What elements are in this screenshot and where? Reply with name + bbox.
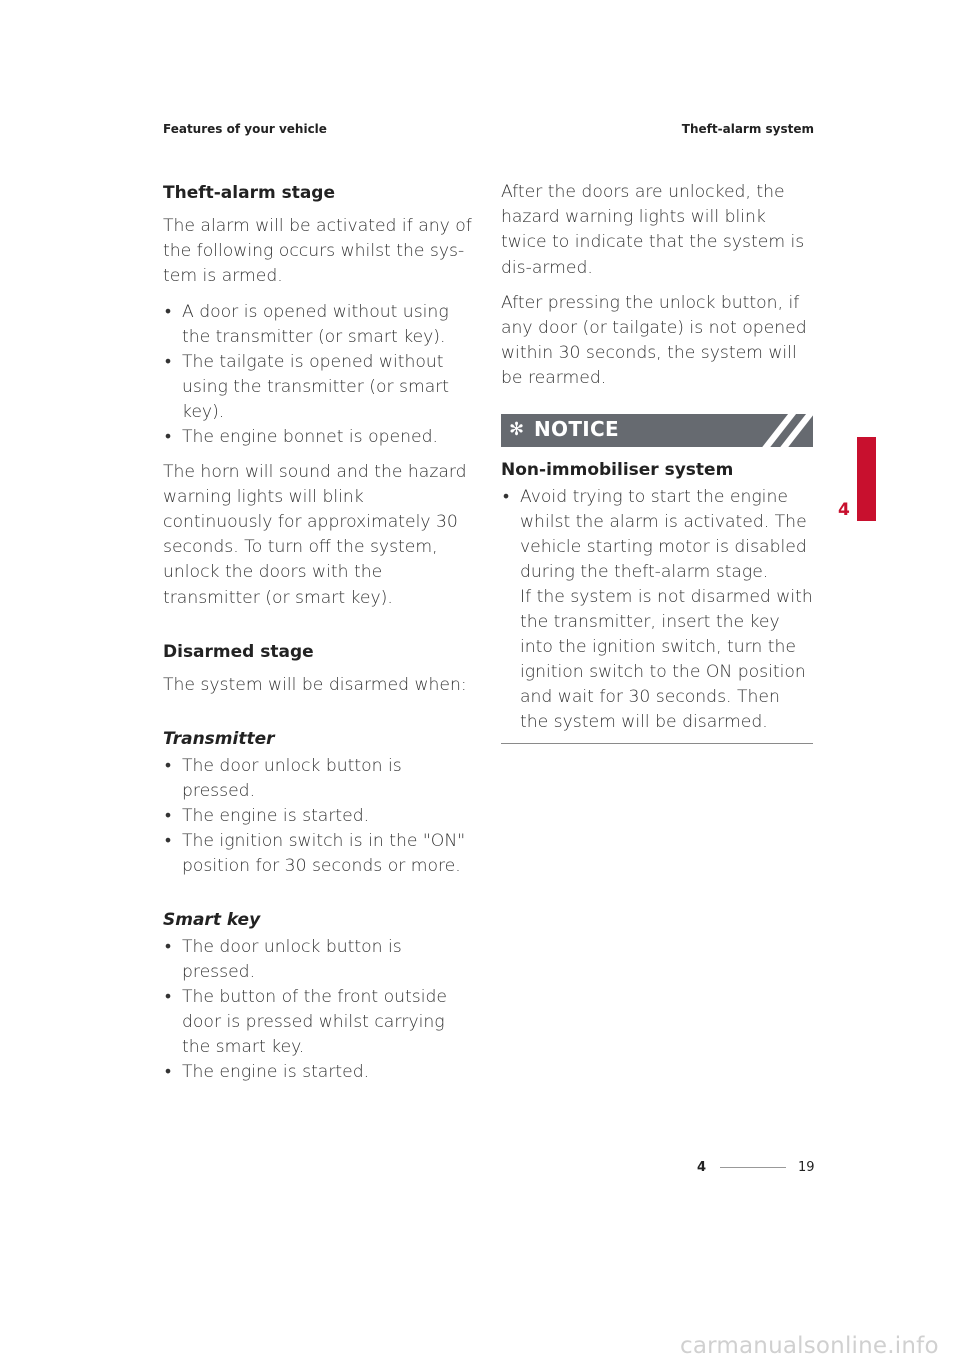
theft-alarm-intro: The alarm will be activated if any of the following occurs whilst the sys-tem is armed. — [163, 216, 472, 287]
disarmed-heading: Disarmed stage — [163, 641, 314, 662]
theft-alarm-list — [163, 300, 473, 450]
list-item: • The ignition switch is in the "ON" position for 30 seconds or more. — [165, 831, 466, 877]
left-column — [163, 180, 473, 1095]
footer-divider — [720, 1167, 786, 1168]
transmitter-heading: Transmitter — [163, 729, 275, 750]
chapter-tab-number: 4 — [838, 500, 850, 520]
asterisk-icon: ✻ — [509, 418, 525, 440]
list-item: • The engine is started. — [165, 806, 370, 827]
right-column — [501, 180, 813, 744]
chapter-tab — [857, 437, 876, 521]
list-item: • Avoid trying to start the engine whilst the alarm is activated. The vehicle starting motor is disabled during the theft-alarm stage. If the system is not disarmed with the transmitter, insert the key into the ignition switch, turn the ignition switch to the ON position and wait for 30 seconds. Then the system will be disarmed. — [501, 485, 813, 735]
footer-page-number: 19 — [798, 1160, 815, 1175]
list-item: • The button of the front outside door is pressed whilst carrying the smart key. — [165, 987, 447, 1058]
notice-title: NOTICE — [534, 416, 619, 441]
notice-continuation: If the system is not disarmed with the transmitter, insert the key into the ignition switch, turn the ignition switch to the ON position and wait for 30 seconds. Then the system will be disarmed. — [520, 586, 813, 732]
footer-section: 4 — [697, 1160, 707, 1175]
list-item: • A door is opened without using the transmitter (or smart key). — [165, 301, 449, 347]
list-item: • The engine bonnet is opened. — [165, 426, 438, 447]
list-item: • The engine is started. — [165, 1062, 370, 1083]
notice-heading: Non-immobiliser system — [501, 459, 734, 480]
smart-key-list — [163, 935, 473, 1085]
disarmed-intro: The system will be disarmed when: — [163, 674, 467, 695]
theft-alarm-heading: Theft-alarm stage — [163, 183, 336, 203]
rearm-paragraph: After pressing the unlock button, if any door (or tailgate) is not opened within 30 seconds, the system will be rearmed. — [501, 292, 807, 389]
smart-key-heading: Smart key — [163, 910, 261, 931]
watermark: carmanualsonline.info — [680, 1333, 939, 1359]
horn-paragraph: The horn will sound and the hazard warning lights will blink continuously for approximately 30 seconds. To turn off the system, unlock the doors with the transmitter (or smart key). — [163, 461, 467, 608]
running-header-right: Theft-alarm system — [681, 122, 814, 136]
notice-list — [501, 485, 813, 735]
notice-end-rule — [501, 743, 813, 744]
list-item: • The door unlock button is pressed. — [165, 937, 402, 983]
list-item: • The tailgate is opened without using the transmitter (or smart key). — [165, 351, 450, 422]
unlock-paragraph: After the doors are unlocked, the hazard warning lights will blink twice to indicate that the system is dis-armed. — [501, 182, 805, 278]
running-header-left: Features of your vehicle — [163, 122, 327, 136]
notice-banner — [501, 414, 813, 447]
transmitter-list — [163, 754, 473, 879]
list-item: • The door unlock button is pressed. — [165, 756, 402, 802]
